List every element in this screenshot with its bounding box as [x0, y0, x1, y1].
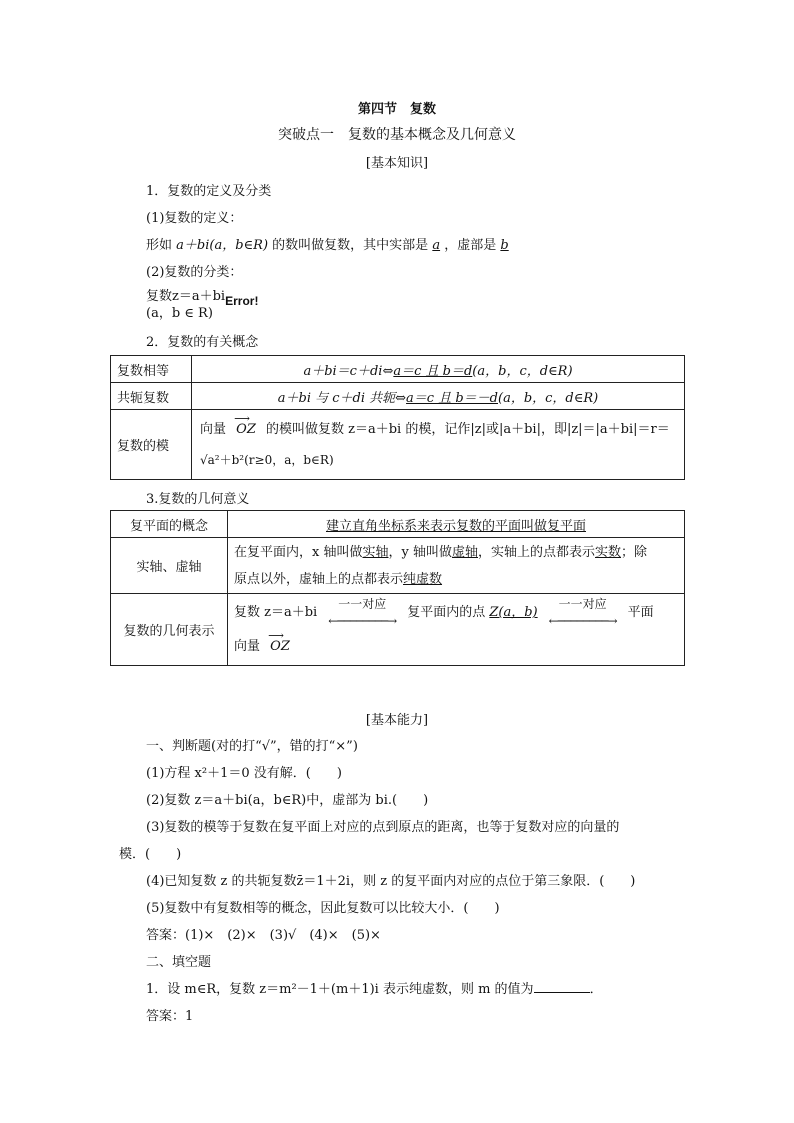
row-content-geometry: 复数 z＝a＋bi一一对应 ←────────→ 复平面内的点 Z(a，b)一一对应 ←────────→ 平面 向量 ⟶ OZ — [228, 594, 685, 666]
table-row — [111, 594, 685, 666]
table-row — [111, 410, 685, 480]
part2-heading: 2．复数的有关概念 — [146, 335, 259, 350]
page-subtitle: 突破点一 复数的基本概念及几何意义 — [278, 127, 516, 143]
fill-section: 二、填空题 — [146, 955, 212, 970]
row-content-equal: a＋bi＝c＋di⇔a＝c 且 b＝d(a，b，c，d∈R) — [192, 356, 685, 383]
question-3-line1: (3)复数的模等于复数在复平面上对应的点到原点的距离，也等于复数对应的向量的 — [146, 820, 620, 835]
question-5: (5)复数中有复数相等的概念，因此复数可以比较大小．( ) — [146, 901, 500, 916]
question-1: (1)方程 x²＋1＝0 没有解．( ) — [146, 766, 342, 781]
definition-text-a: 形如 — [146, 238, 173, 253]
section-title: 第四节 复数 — [357, 102, 436, 117]
question-4: (4)已知复数 z 的共轭复数z̄＝1＋2i，则 z 的复平面内对应的点位于第三象限．( ) — [146, 874, 636, 889]
row-content-axes: 在复平面内，x 轴叫做实轴，y 轴叫做虚轴，实轴上的点都表示实数；除 原点以外，虚轴上的点都表示纯虚数 — [228, 538, 685, 594]
answer-judgement: 答案：(1)× (2)× (3)√ (4)× (5)× — [146, 928, 381, 943]
part3-heading: 3.复数的几何意义 — [146, 492, 250, 507]
classification-error: Error! — [225, 294, 259, 308]
table-row — [111, 356, 685, 383]
correspondence-arrow-2: 一一对应 ←────────→ — [548, 597, 617, 628]
classification-condition: (a，b ∈ R) — [146, 306, 213, 321]
row-content-conjugate: a＋bi 与 c＋di 共轭⇔a＝c 且 b＝－d(a，b，c，d∈R) — [192, 383, 685, 410]
table-row — [111, 383, 685, 410]
geometry-table — [110, 510, 685, 666]
basic-knowledge-label: [基本知识] — [365, 156, 429, 171]
definition-imag-part: b — [500, 238, 509, 253]
table-row — [111, 511, 685, 538]
row-name-conjugate: 共轭复数 — [111, 383, 192, 410]
row-name-modulus: 复数的模 — [111, 410, 192, 480]
answer-fill: 答案：1 — [146, 1009, 194, 1024]
row-name-plane: 复平面的概念 — [111, 511, 228, 538]
definition-form: a＋bi(a，b∈R) — [176, 238, 269, 253]
fill-question-1: 1．设 m∈R，复数 z＝m²－1＋(m＋1)i 表示纯虚数，则 m 的值为 ． — [146, 982, 603, 997]
row-content-plane: 建立直角坐标系来表示复数的平面叫做复平面 — [228, 511, 685, 538]
definition-label: (1)复数的定义： — [146, 211, 243, 226]
correspondence-arrow-1: 一一对应 ←────────→ — [328, 597, 397, 628]
ability-heading: [基本能力] — [365, 713, 429, 728]
row-name-geometry: 复数的几何表示 — [111, 594, 228, 666]
judgement-section: 一、判断题(对的打“√”，错的打“×”) — [146, 739, 358, 754]
answer-blank — [534, 980, 590, 993]
part1-heading: 1．复数的定义及分类 — [146, 184, 272, 199]
vector-oz: ⟶ OZ — [236, 415, 256, 445]
vector-oz-2: ⟶ OZ — [270, 630, 290, 664]
concepts-table — [110, 355, 685, 480]
table-row — [111, 538, 685, 594]
classification-prefix: 复数z＝a＋bi — [146, 289, 226, 304]
definition-text-d: ，虚部是 — [444, 238, 497, 253]
question-2: (2)复数 z＝a＋bi(a，b∈R)中，虚部为 bi.( ) — [146, 793, 429, 808]
row-name-equal: 复数相等 — [111, 356, 192, 383]
definition-line — [146, 234, 509, 253]
point-z: Z(a，b) — [489, 605, 538, 620]
classification-label: (2)复数的分类： — [146, 265, 243, 280]
row-content-modulus: 向量 ⟶ OZ 的模叫做复数 z＝a＋bi 的模，记作|z|或|a＋bi|，即|z|＝|a＋bi|＝r＝ √a²＋b²(r≥0，a，b∈R) — [192, 410, 685, 480]
row-name-axes: 实轴、虚轴 — [111, 538, 228, 594]
definition-text-c: 的数叫做复数，其中实部是 — [272, 238, 429, 253]
definition-real-part: a — [432, 238, 441, 253]
question-3-line2: 模．( ) — [119, 847, 182, 862]
